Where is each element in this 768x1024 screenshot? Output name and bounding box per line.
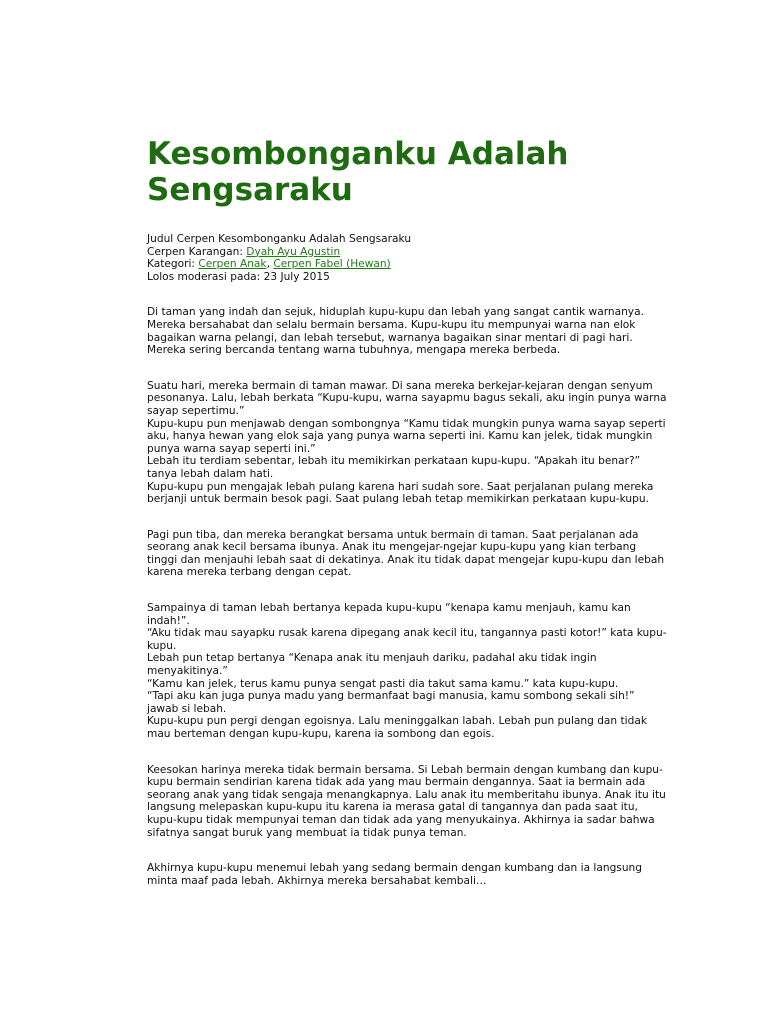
story-line: Kupu-kupu pun pergi dengan egoisnya. Lalu meninggalkan labah. Lebah pun pulang dan tidak mau berteman dengan kupu-kupu, karena ia sombong dan egois. (147, 715, 647, 740)
story-meta (147, 233, 667, 283)
karangan-label: Cerpen Karangan: (147, 245, 247, 258)
kategori-label: Kategori: (147, 258, 199, 271)
story-line: Lebah itu terdiam sebentar, lebah itu memikirkan perkataan kupu-kupu. “Apakah itu benar?” tanya lebah dalam hati. (147, 455, 641, 480)
story-line: Akhirnya kupu-kupu menemui lebah yang sedang bermain dengan kumbang dan ia langsung minta maaf pada lebah. Akhirnya mereka bersahabat kembali… (147, 862, 642, 887)
story-line: Kupu-kupu pun mengajak lebah pulang karena hari sudah sore. Saat perjalanan pulang mereka berjanji untuk bermain besok pagi. Saat pulang lebah tetap memikirkan perkataan kupu-kupu. (147, 480, 654, 506)
story-line: Kupu-kupu pun menjawab dengan sombongnya “Kamu tidak mungkin punya warna sayap seperti aku, hanya hewan yang elok saja yang punya warna seperti ini. Kamu kan jelek, tidak mungkin punya warna sayap seperti ini.” (147, 417, 666, 455)
story-paragraph (147, 602, 667, 741)
story-paragraph (147, 862, 667, 887)
moderation-date-line: Lolos moderasi pada: 23 July 2015 (147, 270, 330, 283)
category-separator: , (266, 258, 274, 271)
story-line: Lebah pun tetap bertanya “Kenapa anak itu menjauh dariku, padahal aku tidak ingin menyakitinya.” (147, 652, 597, 678)
story-title: Kesombonganku Adalah Sengsaraku (147, 136, 569, 208)
category-line (147, 258, 667, 271)
story-paragraph (147, 529, 667, 579)
story-paragraph (147, 380, 667, 506)
story-paragraph (147, 306, 667, 356)
story-line: Keesokan harinya mereka tidak bermain bersama. Si Lebah bermain dengan kumbang dan kupu-kupu bermain sendirian karena tidak ada yang mau bermain dengannya. Saat ia bermain ada seorang anak yang tidak sengaja menangkapnya. Lalu anak itu memberitahu ibunya. Anak itu itu langsung melepaskan kupu-kupu itu karena ia merasa gatal di tangannya dan pada saat itu, kupu-kupu tidak mempunyai teman dan tidak ada yang menyukainya. Akhirnya ia sadar bahwa sifatnya sangat buruk yang membuat ia tidak punya teman. (147, 763, 666, 839)
judul-line: Judul Cerpen Kesombonganku Adalah Sengsaraku (147, 233, 412, 245)
story-body (147, 306, 667, 887)
author-line (147, 246, 667, 259)
story-line: “Aku tidak mau sayapku rusak karena dipegang anak kecil itu, tangannya pasti kotor!” kata kupu-kupu. (147, 627, 667, 652)
category-link-anak[interactable]: Cerpen Anak (198, 258, 267, 271)
story-line: Suatu hari, mereka bermain di taman mawar. Di sana mereka berkejar-kejaran dengan senyum pesonanya. Lalu, lebah berkata “Kupu-kupu, warna sayapmu bagus sekali, aku ingin punya warna sayap sepertimu.” (147, 379, 667, 417)
document-page (147, 136, 667, 910)
category-link-fabel[interactable]: Cerpen Fabel (Hewan) (273, 258, 391, 271)
story-line: Sampainya di taman lebah bertanya kepada kupu-kupu “kenapa kamu menjauh, kamu kan indah!”. (147, 602, 631, 627)
story-line: “Kamu kan jelek, terus kamu punya sengat pasti dia takut sama kamu.” kata kupu-kupu. (147, 677, 619, 690)
story-line: Di taman yang indah dan sejuk, hiduplah kupu-kupu dan lebah yang sangat cantik warnanya. Mereka bersahabat dan selalu bermain bersama. Kupu-kupu itu mempunyai warna nan elok bagaikan warna pelangi, dan lebah tersebut, warnanya bagaikan sinar mentari di pagi hari. Mereka sering bercanda tentang warna tubuhnya, mengapa mereka berbeda. (147, 306, 644, 357)
story-paragraph (147, 764, 667, 840)
author-link[interactable]: Dyah Ayu Agustin (246, 245, 341, 258)
story-line: Pagi pun tiba, dan mereka berangkat bersama untuk bermain di taman. Saat perjalanan ada seorang anak kecil bersama ibunya. Anak itu mengejar-ngejar kupu-kupu yang kian terbang tinggi dan menjauhi lebah saat di dekatinya. Anak itu tidak dapat mengejar kupu-kupu dan lebah karena mereka terbang dengan cepat. (147, 528, 665, 579)
story-line: “Tapi aku kan juga punya madu yang bermanfaat bagi manusia, kamu sombong sekali sih!” jawab si lebah. (147, 690, 635, 715)
